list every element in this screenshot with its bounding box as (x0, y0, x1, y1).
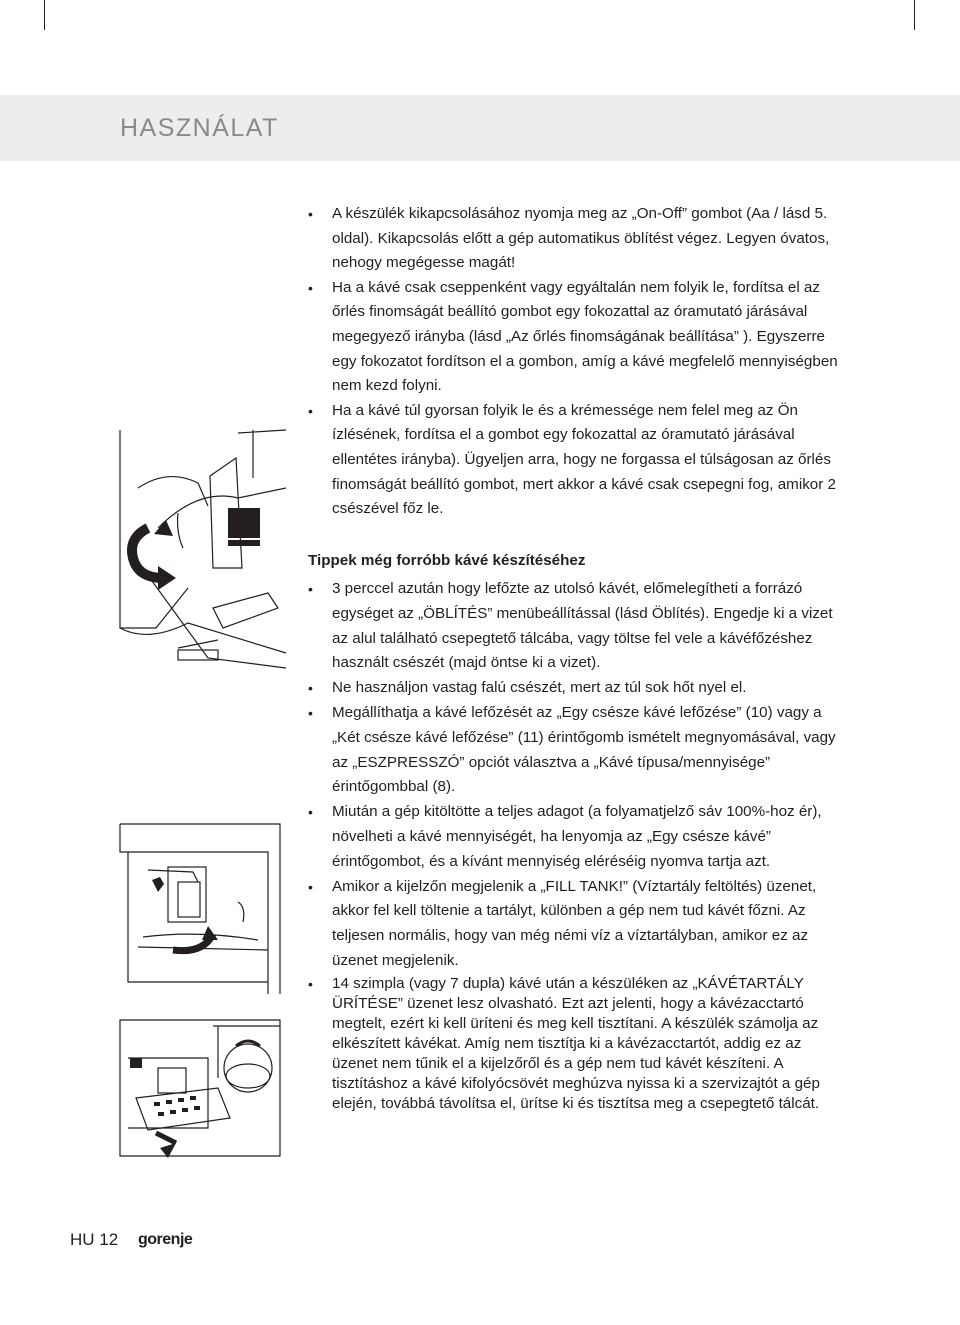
grind-knob-illustration (118, 428, 288, 688)
list-item: • Miután a gép kitöltötte a teljes adagot (a folyamatjelző sáv 100%-hoz ér), növelheti a kávé mennyiségét, ha lenyomja az „Egy csésze kávé” érintőgombot, és a kívánt mennyiség eléréséig nyomva tartja azt. (308, 800, 848, 874)
list-item: • Megállíthatja a kávé lefőzését az „Egy csésze kávé lefőzése” (10) vagy a „Két csésze kávé lefőzése” (11) érintőgomb ismételt megnyomásával, vagy az „ESZPRESSZÓ” opciót választva a „Kávé típusa/mennyisége” érintőgombbal (8). (308, 701, 848, 800)
list-item: • Ha a kávé túl gyorsan folyik le és a krémessége nem felel meg az Ön ízlésének, fordítsa el a gombot egy fokozattal az óramutató járásával ellentétes irányba). Ügyeljen arra, hogy ne forgassa el túlságosan az őrlés finomságát beállító gombot, mert akkor a kávé csak csepegni fog, amikor 2 csészével főz le. (308, 399, 848, 522)
crop-mark (914, 0, 915, 30)
tips-heading: Tippek még forróbb kávé készítéséhez (308, 552, 586, 569)
drip-tray-illustration (118, 1018, 283, 1158)
list-item: • Ne használjon vastag falú csészét, mert az túl sok hőt nyel el. (308, 676, 848, 701)
list-item: • 3 perccel azután hogy lefőzte az utolsó kávét, előmelegítheti a forrázó egységet az „ÖBLÍTÉS” menübeállítással (lásd Öblítés). Engedje ki a vizet az alul található csepegtető tálcába, vagy töltse fel vele a kávéfőzéshez használt csészét (majd öntse ki a vizet). (308, 577, 848, 676)
crop-mark (44, 0, 45, 30)
service-door-illustration (118, 822, 283, 997)
list-item: • Ha a kávé csak cseppenként vagy egyáltalán nem folyik le, fordítsa el az őrlés finomságát beállító gombot egy fokozattal az óramutató járásával megegyező irányba (lásd „Az őrlés finomságának beállítása” ). Egyszerre egy fokozatot fordítson el a gombon, amíg a kávé megfelelő mennyiségben nem kezd folyni. (308, 276, 848, 399)
page-number: HU 12 (70, 1230, 119, 1249)
list-item: • A készülék kikapcsolásához nyomja meg az „On-Off” gombot (Aa / lásd 5. oldal). Kikapcsolás előtt a gép automatikus öblítést végez. Legyen óvatos, nehogy megégesse magát! (308, 202, 848, 276)
tips-list (308, 577, 848, 1114)
brand-logo: gorenje (138, 1231, 193, 1248)
list-item: • Amikor a kijelzőn megjelenik a „FILL TANK!” (Víztartály feltöltés) üzenet, akkor fel kell töltenie a tartályt, különben a gép nem tud kávét főzni. Az teljesen normális, hogy van még némi víz a víztartályban, amikor ez az üzenet megjelenik. (308, 875, 848, 974)
instruction-list (308, 202, 848, 522)
page-title: HASZNÁLAT (120, 114, 279, 142)
list-item: • 14 szimpla (vagy 7 dupla) kávé után a készüléken az „KÁVÉTARTÁLY ÜRÍTÉSE” üzenet lesz olvasható. Ezt azt jelenti, hogy a kávézacctartó megtelt, ezért ki kell üríteni és meg kell tisztítani. A készülék számolja az elkészített kávékat. Amíg nem tisztítja ki a kávézacctartót, addig ez az üzenet nem tűnik el a kijelzőről és a gép nem tud kávét készíteni. A tisztításhoz a kávé kifolyócsövét meghúzva nyissa ki a szervizajtót a gép elején, továbbá távolítsa el, ürítse ki és tisztítsa meg a csepegtető tálcát. (308, 974, 848, 1114)
